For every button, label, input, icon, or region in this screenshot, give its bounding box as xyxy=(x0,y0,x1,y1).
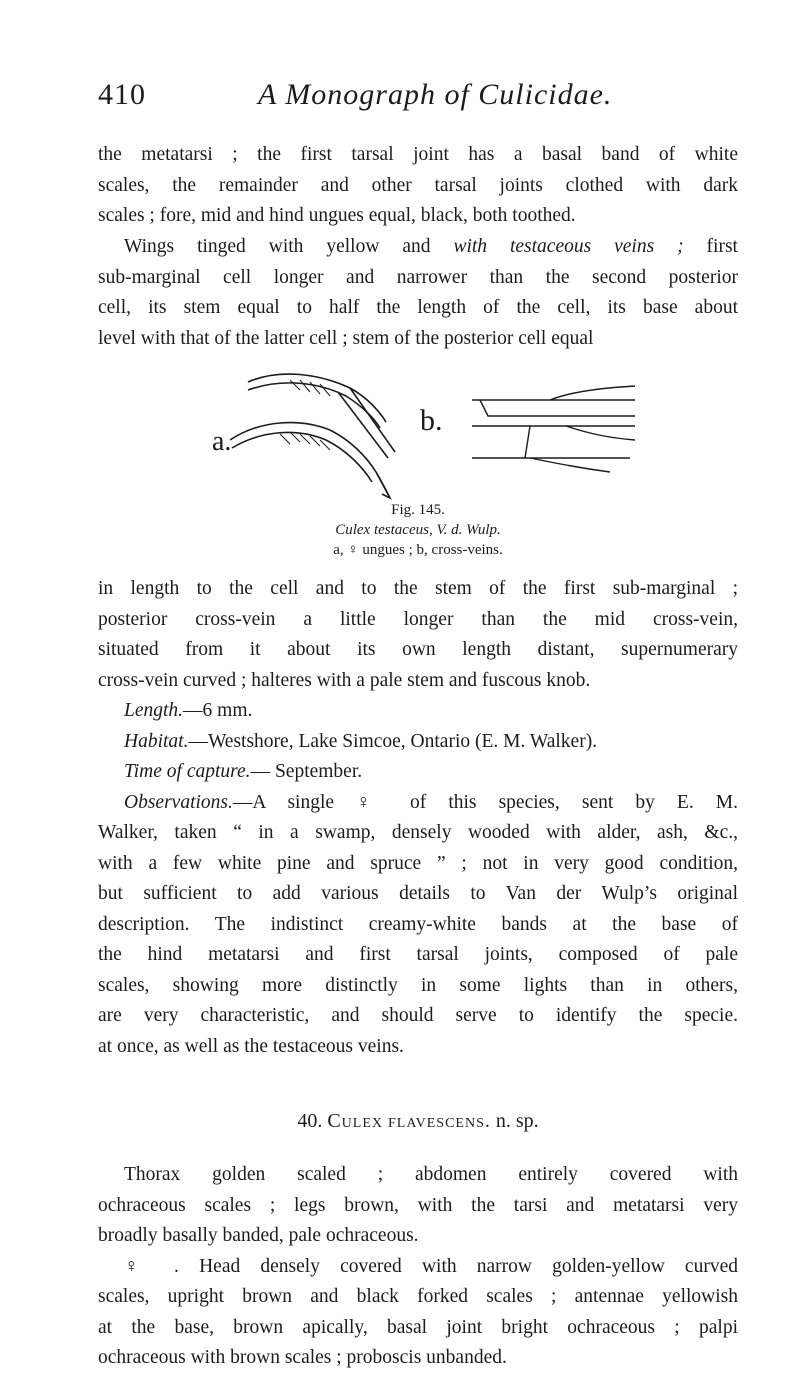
text-line: Walker, taken “ in a swamp, densely wooded with alder, ash, &c., xyxy=(98,822,738,843)
text-line: in length to the cell and to the stem of the first sub-marginal ; xyxy=(98,578,738,599)
text-line: level with that of the latter cell ; stem of the posterior cell equal xyxy=(98,327,594,349)
time-line xyxy=(98,757,738,788)
observations-line xyxy=(98,788,738,819)
text-line: the hind metatarsi and first tarsal joints, composed of pale xyxy=(98,944,738,965)
text-line: ochraceous with brown scales ; proboscis unbanded. xyxy=(98,1347,507,1368)
text-line: broadly basally banded, pale ochraceous. xyxy=(98,1225,419,1246)
text-line: are very characteristic, and should serve to identify the specie. xyxy=(98,1005,738,1026)
text-line: at once, as well as the testaceous veins. xyxy=(98,1035,404,1057)
text-line: ochraceous scales ; legs brown, with the tarsi and metatarsi very xyxy=(98,1194,738,1216)
text-line: cross-vein curved ; halteres with a pale stem and fuscous knob. xyxy=(98,669,591,691)
label-a: a. xyxy=(212,426,232,457)
text-line: with a few white pine and spruce ” ; not in very good condition, xyxy=(98,852,738,874)
italic-text: with testaceous veins ; xyxy=(453,236,684,257)
page-header xyxy=(98,78,738,122)
habitat-value: —Westshore, Lake Simcoe, Ontario (E. M. Walker). xyxy=(188,730,598,752)
paragraph-cell-length xyxy=(98,574,738,1062)
caption-fig-number: Fig. 145. xyxy=(391,502,445,518)
running-title: A Monograph of Culicidae. xyxy=(258,78,613,111)
text-line: at the base, brown apically, basal joint bright ochraceous ; palpi xyxy=(98,1316,738,1338)
species-note: n. sp. xyxy=(495,1110,539,1132)
text-line: sub-marginal cell longer and narrower than the second posterior xyxy=(98,266,738,288)
text-span: Wings tinged with yellow and xyxy=(124,236,454,257)
ungues-drawing xyxy=(230,374,395,498)
wing-diagram xyxy=(190,360,660,500)
text-line: scales, the remainder and other tarsal joints clothed with dark xyxy=(98,174,738,196)
observations-label: Observations. xyxy=(124,791,233,813)
text-line: description. The indistinct creamy-white bands at the base of xyxy=(98,913,738,935)
habitat-line xyxy=(98,727,738,758)
length-label: Length. xyxy=(124,700,184,721)
text-line: posterior cross-vein a little longer than the mid cross-vein, xyxy=(98,608,738,630)
text-line xyxy=(98,232,738,263)
species-genus: Culex xyxy=(327,1110,383,1132)
text-line: cell, its stem equal to half the length of the cell, its base about xyxy=(98,297,738,318)
text-line: ♀ . Head densely covered with narrow golden-yellow curved xyxy=(124,1255,738,1277)
time-value: — September. xyxy=(250,761,363,782)
caption-species: Culex testaceus, V. d. Wulp. xyxy=(335,522,501,538)
time-label: Time of capture. xyxy=(124,761,251,782)
paragraph-metatarsi xyxy=(98,140,738,232)
text-line: the metatarsi ; the first tarsal joint has a basal band of white xyxy=(98,144,738,165)
length-value: —6 mm. xyxy=(183,700,253,721)
species-heading xyxy=(98,1110,738,1133)
text-line: but sufficient to add various details to Van der Wulp’s original xyxy=(98,883,738,904)
text-span: first xyxy=(683,236,738,257)
species-name: flavescens. xyxy=(387,1110,491,1132)
page-number: 410 xyxy=(98,78,146,111)
length-line xyxy=(98,696,738,727)
text-line: scales, showing more distinctly in some lights than in others, xyxy=(98,974,738,996)
text-line: scales, upright brown and black forked scales ; antennae yellowish xyxy=(98,1286,738,1307)
figure-caption xyxy=(98,500,738,560)
paragraph-wings xyxy=(98,232,738,354)
text-line: Thorax golden scaled ; abdomen entirely covered with xyxy=(124,1164,738,1185)
cross-veins-drawing xyxy=(472,386,635,472)
paragraph-thorax xyxy=(98,1160,738,1374)
habitat-label: Habitat. xyxy=(124,730,189,752)
caption-legend: a, ♀ ungues ; b, cross-veins. xyxy=(333,542,503,558)
figure-145 xyxy=(190,360,660,500)
species-number: 40. xyxy=(297,1110,323,1132)
text-line: scales ; fore, mid and hind ungues equal, black, both toothed. xyxy=(98,205,576,226)
text-line: situated from it about its own length distant, supernumerary xyxy=(98,639,738,660)
label-b: b. xyxy=(420,404,443,437)
observations-first: —A single ♀ of this species, sent by E. M. xyxy=(232,791,738,813)
